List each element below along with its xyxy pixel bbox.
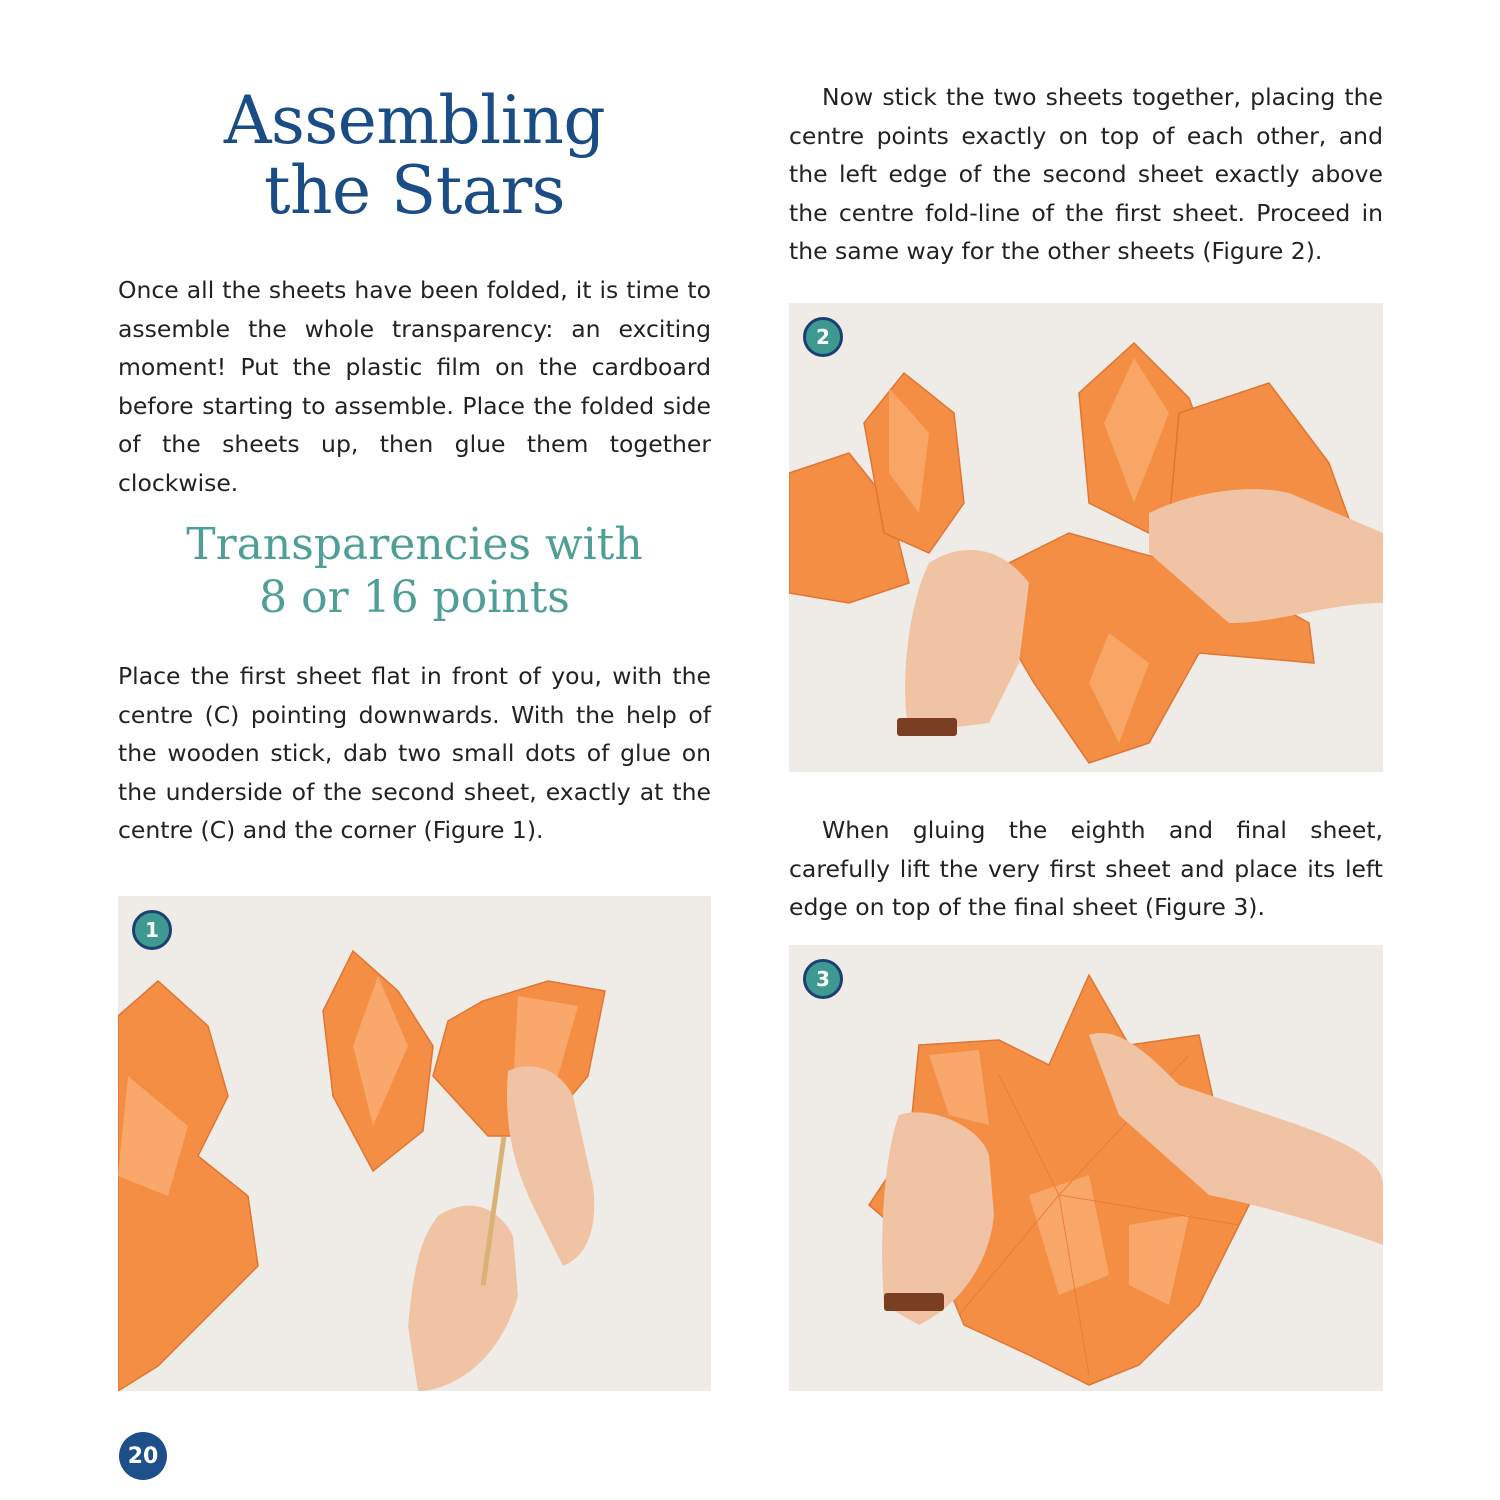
section-heading-line-1: Transparencies with — [186, 519, 643, 570]
figure-1-badge: 1 — [132, 910, 172, 950]
figure-1-illustration — [118, 896, 711, 1391]
page-title — [118, 82, 711, 229]
step3-paragraph: When gluing the eighth and final sheet, carefully lift the very first sheet and place its left edge on top of the final sheet (Figure 3). — [789, 816, 1383, 921]
figure-2-illustration — [789, 303, 1383, 772]
figure-2-photo — [789, 303, 1383, 772]
title-line-2: the Stars — [263, 152, 566, 229]
section-heading — [118, 518, 711, 624]
figure-3-badge: 3 — [803, 959, 843, 999]
page-number-badge: 20 — [119, 1432, 167, 1480]
intro-paragraph: Once all the sheets have been folded, it is time to assemble the whole transparency: an exciting moment! Put the plastic film on the cardboard before starting to assemble. Place the folded side of the sheets up, then glue them together clockwise. — [118, 276, 711, 497]
figure-3-photo — [789, 945, 1383, 1391]
step2-paragraph: Now stick the two sheets together, placing the centre points exactly on top of each other, and the left edge of the second sheet exactly above the centre fold-line of the first sheet. Proceed in the same way for the other sheets (Figure 2). — [789, 83, 1383, 265]
figure-2-badge: 2 — [803, 317, 843, 357]
section-heading-line-2: 8 or 16 points — [259, 572, 570, 623]
figure-3-illustration — [789, 945, 1383, 1391]
step1-paragraph: Place the first sheet flat in front of you, with the centre (C) pointing downwards. With the help of the wooden stick, dab two small dots of glue on the underside of the second sheet, exactly at the centre (C) and the corner (Figure 1). — [118, 662, 711, 844]
figure-1-photo — [118, 896, 711, 1391]
title-line-1: Assembling — [223, 82, 606, 159]
